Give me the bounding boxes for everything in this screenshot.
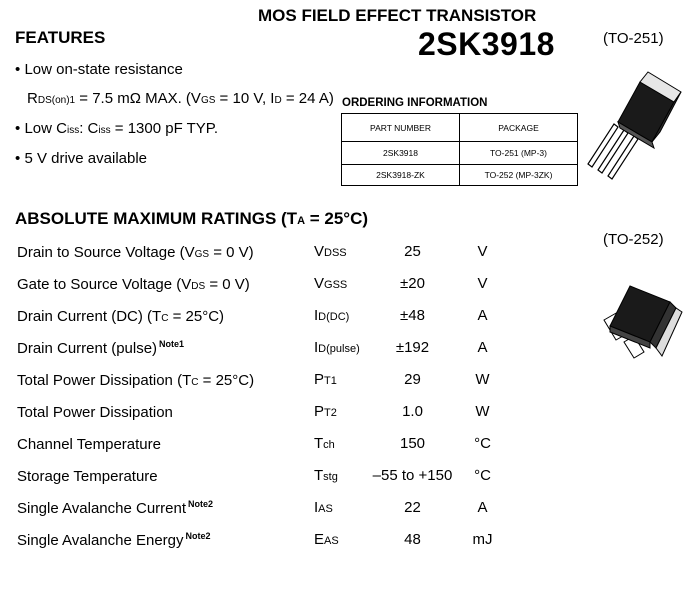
ratings-heading <box>15 209 368 229</box>
to252-package-image <box>590 276 690 376</box>
symbol-subscript: D(pulse) <box>318 343 360 355</box>
table-row <box>342 142 578 165</box>
ratings-heading-condition: = 25°C) <box>305 209 369 228</box>
feature-item-low-resistance <box>15 61 183 78</box>
rating-value: 29 <box>404 371 421 388</box>
note-reference: Note2 <box>185 531 211 541</box>
symbol-subscript: DSS <box>324 247 347 259</box>
parameter-subscript: C <box>161 313 169 324</box>
ta-subscript: A <box>297 215 306 227</box>
rating-value: ±20 <box>400 275 425 292</box>
parameter-text: Single Avalanche Energy <box>17 532 184 549</box>
symbol <box>314 499 333 516</box>
symbol-letter: E <box>314 531 325 548</box>
parameter-text: Drain to Source Voltage (V <box>17 244 195 261</box>
ratings-row <box>0 467 520 499</box>
symbol-subscript: T1 <box>324 375 337 387</box>
rating-value: 25 <box>404 243 421 260</box>
parameter-text: Total Power Dissipation (T <box>17 372 192 389</box>
rating-value: 1.0 <box>402 403 423 420</box>
parameter-name <box>17 531 211 549</box>
symbol <box>314 275 347 292</box>
parameter-text: Total Power Dissipation <box>17 404 173 421</box>
rating-value: ±48 <box>400 307 425 324</box>
symbol-subscript: ch <box>323 439 335 451</box>
ciss-text: Low C <box>24 120 67 137</box>
parameter-name <box>17 275 252 293</box>
parameter-condition: = 0 V) <box>209 244 254 261</box>
ciss-subscript: iss <box>66 125 80 136</box>
parameter-subscript: GS <box>194 249 210 260</box>
parameter-condition: = 0 V) <box>205 276 250 293</box>
symbol <box>314 531 339 548</box>
parameter-name <box>17 371 256 389</box>
ratings-row <box>0 307 520 339</box>
parameter-name <box>17 467 160 485</box>
parameter-name <box>17 307 226 325</box>
parameter-condition: = 25°C) <box>198 372 255 389</box>
features-heading: FEATURES <box>15 28 106 47</box>
column-header-part-number: PART NUMBER <box>342 114 460 142</box>
parameter-text: Storage Temperature <box>17 468 158 485</box>
table-header-row <box>342 114 578 142</box>
feature-item-drive <box>15 150 147 167</box>
symbol-subscript: GSS <box>324 279 348 291</box>
ratings-row <box>0 275 520 307</box>
part-number-title: 2SK3918 <box>418 26 555 62</box>
ratings-row <box>0 499 520 531</box>
symbol-letter: I <box>314 339 319 356</box>
rds-text-2: = 10 V, I <box>215 90 275 107</box>
rating-value: 150 <box>399 435 426 452</box>
symbol-letter: T <box>314 467 324 484</box>
ratings-row <box>0 339 520 371</box>
parameter-text: Gate to Source Voltage (V <box>17 276 192 293</box>
symbol-subscript: T2 <box>324 407 337 419</box>
symbol-subscript: AS <box>318 503 333 515</box>
rating-unit: W <box>475 371 490 388</box>
id-subscript: D <box>274 95 282 106</box>
vgs-subscript: GS <box>200 95 216 106</box>
symbol-subscript: stg <box>323 471 338 483</box>
bullet: • <box>15 61 21 78</box>
feature-text: Low on-state resistance <box>24 61 183 78</box>
ratings-row <box>0 531 520 563</box>
feature-item-ciss <box>15 120 218 137</box>
symbol <box>314 243 347 260</box>
parameter-name <box>17 339 184 357</box>
parameter-name <box>17 243 256 261</box>
bullet: • <box>15 150 21 167</box>
parameter-condition: = 25°C) <box>168 308 225 325</box>
symbol-letter: I <box>314 499 319 516</box>
rating-value: 48 <box>404 531 421 548</box>
rating-unit: °C <box>474 435 491 452</box>
table-row <box>342 165 578 186</box>
parameter-text: Drain Current (DC) (T <box>17 308 162 325</box>
package-label-to252: (TO-252) <box>603 231 664 248</box>
ciss-subscript-2: iss <box>98 125 111 136</box>
package-cell: TO-251 (MP-3) <box>460 142 578 165</box>
parameter-name <box>17 435 163 453</box>
symbol <box>314 371 337 388</box>
symbol-subscript: D(DC) <box>318 311 350 323</box>
ratings-row <box>0 403 520 435</box>
rating-value: ±192 <box>395 339 430 356</box>
rds-spec <box>27 90 334 107</box>
symbol-letter: I <box>314 307 319 324</box>
symbol-letter: P <box>314 403 325 420</box>
ciss-value: = 1300 pF TYP. <box>110 120 219 137</box>
bullet: • <box>15 120 21 137</box>
to251-package-image <box>582 56 692 196</box>
parameter-name <box>17 499 213 517</box>
package-cell: TO-252 (MP-3ZK) <box>460 165 578 186</box>
rating-value: –55 to +150 <box>372 467 453 484</box>
parameter-text: Drain Current (pulse) <box>17 340 158 357</box>
symbol-letter: V <box>314 275 325 292</box>
part-number-cell: 2SK3918-ZK <box>342 165 460 186</box>
rating-value: 22 <box>404 499 421 516</box>
parameter-name <box>17 403 175 421</box>
rating-unit: A <box>477 339 488 356</box>
rating-unit: A <box>477 499 488 516</box>
parameter-subscript: DS <box>191 281 206 292</box>
rds-text-3: = 24 A) <box>281 90 334 107</box>
note-reference: Note1 <box>159 339 185 349</box>
rating-unit: V <box>477 275 488 292</box>
rds-text: = 7.5 mΩ MAX. (V <box>75 90 201 107</box>
parameter-text: Channel Temperature <box>17 436 161 453</box>
symbol-letter: V <box>314 243 325 260</box>
rds-symbol: R <box>27 90 38 107</box>
ratings-row <box>0 243 520 275</box>
symbol-letter: T <box>314 435 324 452</box>
rds-subscript: DS(on)1 <box>37 95 76 106</box>
part-number-cell: 2SK3918 <box>342 142 460 165</box>
ciss-text-2: : C <box>79 120 99 137</box>
rating-unit: A <box>477 307 488 324</box>
note-reference: Note2 <box>188 499 214 509</box>
rating-unit: W <box>475 403 490 420</box>
rating-unit: mJ <box>472 531 493 548</box>
ratings-heading-text: ABSOLUTE MAXIMUM RATINGS (T <box>15 209 298 228</box>
ordering-table <box>341 113 578 186</box>
symbol <box>314 307 349 324</box>
document-title: MOS FIELD EFFECT TRANSISTOR <box>258 6 537 25</box>
parameter-subscript: C <box>191 377 199 388</box>
feature-text: 5 V drive available <box>24 150 148 167</box>
symbol-subscript: AS <box>324 535 339 547</box>
ordering-heading: ORDERING INFORMATION <box>342 97 488 109</box>
parameter-text: Single Avalanche Current <box>17 500 186 517</box>
rating-unit: °C <box>474 467 491 484</box>
rating-unit: V <box>477 243 488 260</box>
symbol <box>314 403 337 420</box>
column-header-package: PACKAGE <box>460 114 578 142</box>
ratings-row <box>0 435 520 467</box>
symbol-letter: P <box>314 371 325 388</box>
package-label-to251: (TO-251) <box>603 30 664 47</box>
symbol <box>314 467 338 484</box>
symbol <box>314 435 335 452</box>
ratings-row <box>0 371 520 403</box>
